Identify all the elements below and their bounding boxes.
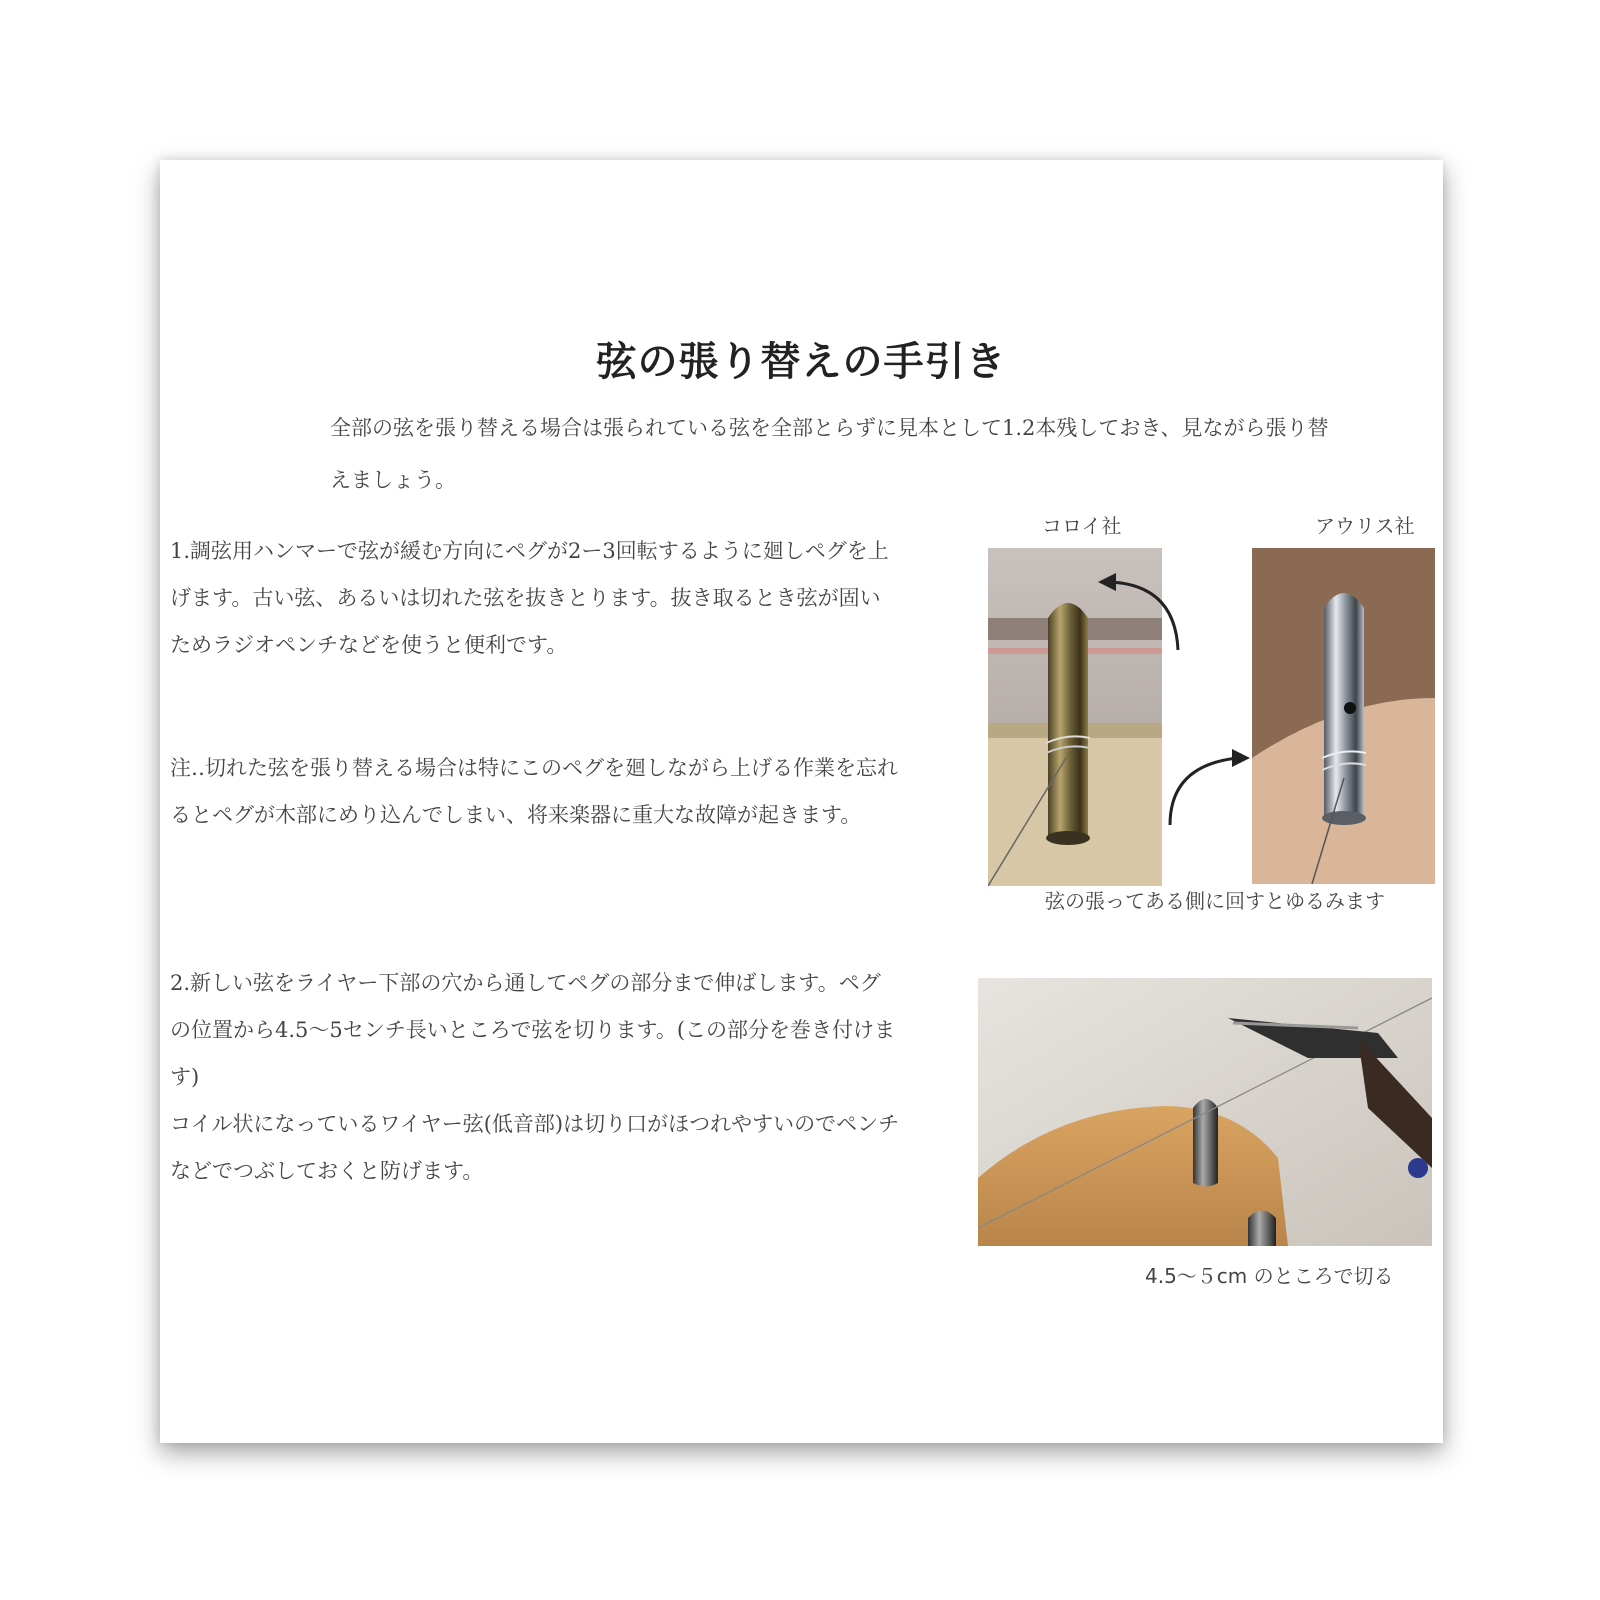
brand-label-left: コロイ社	[1042, 514, 1122, 538]
rotation-arrows	[1060, 540, 1290, 880]
step-1-text: 1.調弦用ハンマーで弦が緩む方向にペグが2ー3回転するように廻しペグを上げます。古い弦、あるいは切れた弦を抜きとります。抜き取るとき弦が固いためラジオペンチなどを使うと便利です。	[170, 539, 889, 657]
step-2-text	[170, 960, 900, 1195]
page-title: 弦の張り替えの手引き	[596, 339, 1007, 385]
intro-text: 全部の弦を張り替える場合は張られている弦を全部とらずに見本として1.2本残しておき、見ながら張り替えましょう。	[330, 416, 1329, 492]
brand-label-right: アウリス社	[1315, 514, 1415, 538]
note-text: 注‥切れた弦を張り替える場合は特にこのペグを廻しながら上げる作業を忘れるとペグが木部にめり込んでしまい、将来楽器に重大な故障が起きます。	[170, 756, 899, 827]
pegs-caption: 弦の張ってある側に回すとゆるみます	[1045, 889, 1385, 913]
cut-caption: 4.5～５cm のところで切る	[1145, 1264, 1394, 1288]
document-card	[160, 160, 1443, 1443]
step-2-paragraph: 2.新しい弦をライヤー下部の穴から通してペグの部分まで伸ばします。ペグの位置から4.5〜5センチ長いところで弦を切ります。(この部分を巻き付けます)	[170, 971, 896, 1089]
pliers-cutting-photo	[978, 978, 1432, 1246]
step-2-paragraph-coil: コイル状になっているワイヤー弦(低音部)は切り口がほつれやすいのでペンチなどでつぶしておくと防げます。	[170, 1112, 900, 1183]
